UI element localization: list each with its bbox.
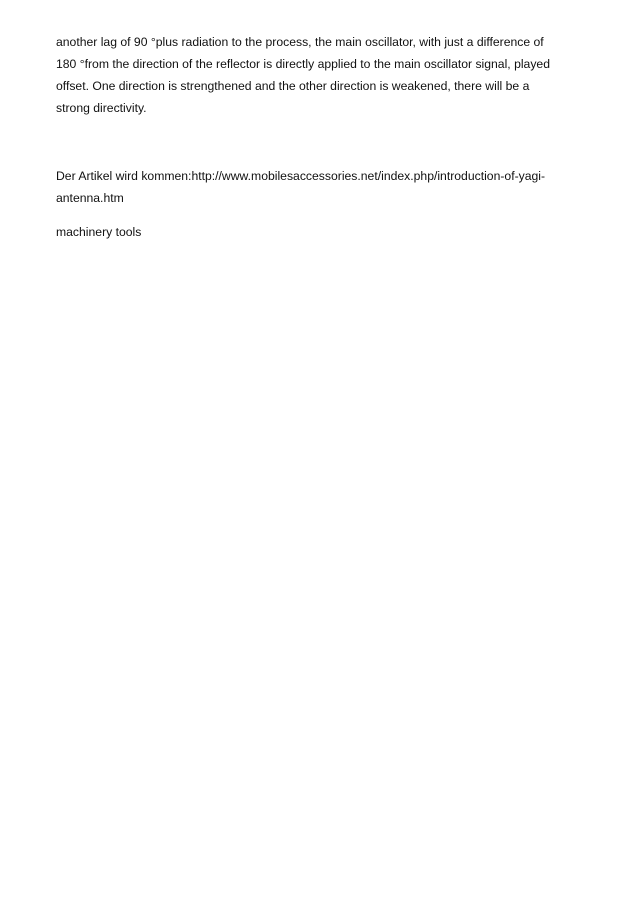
paragraph-spacer — [56, 211, 586, 223]
paragraph-directivity — [56, 33, 586, 121]
footer-text: machinery tools — [56, 225, 142, 239]
document-body — [56, 33, 586, 245]
source-link-line: Der Artikel wird kommen:http://www.mobilesaccessories.net/index.php/introduction-of-yagi- — [56, 169, 546, 183]
text-line: offset. One direction is strengthened and the other direction is weakened, there will be a — [56, 79, 530, 93]
text-line: strong directivity. — [56, 101, 147, 115]
paragraph-spacer — [56, 121, 586, 167]
text-line: another lag of 90 °plus radiation to the process, the main oscillator, with just a difference of — [56, 35, 544, 49]
source-link-paragraph — [56, 167, 586, 211]
source-link-line: antenna.htm — [56, 191, 124, 205]
text-line: 180 °from the direction of the reflector is directly applied to the main oscillator signal, played — [56, 57, 550, 71]
